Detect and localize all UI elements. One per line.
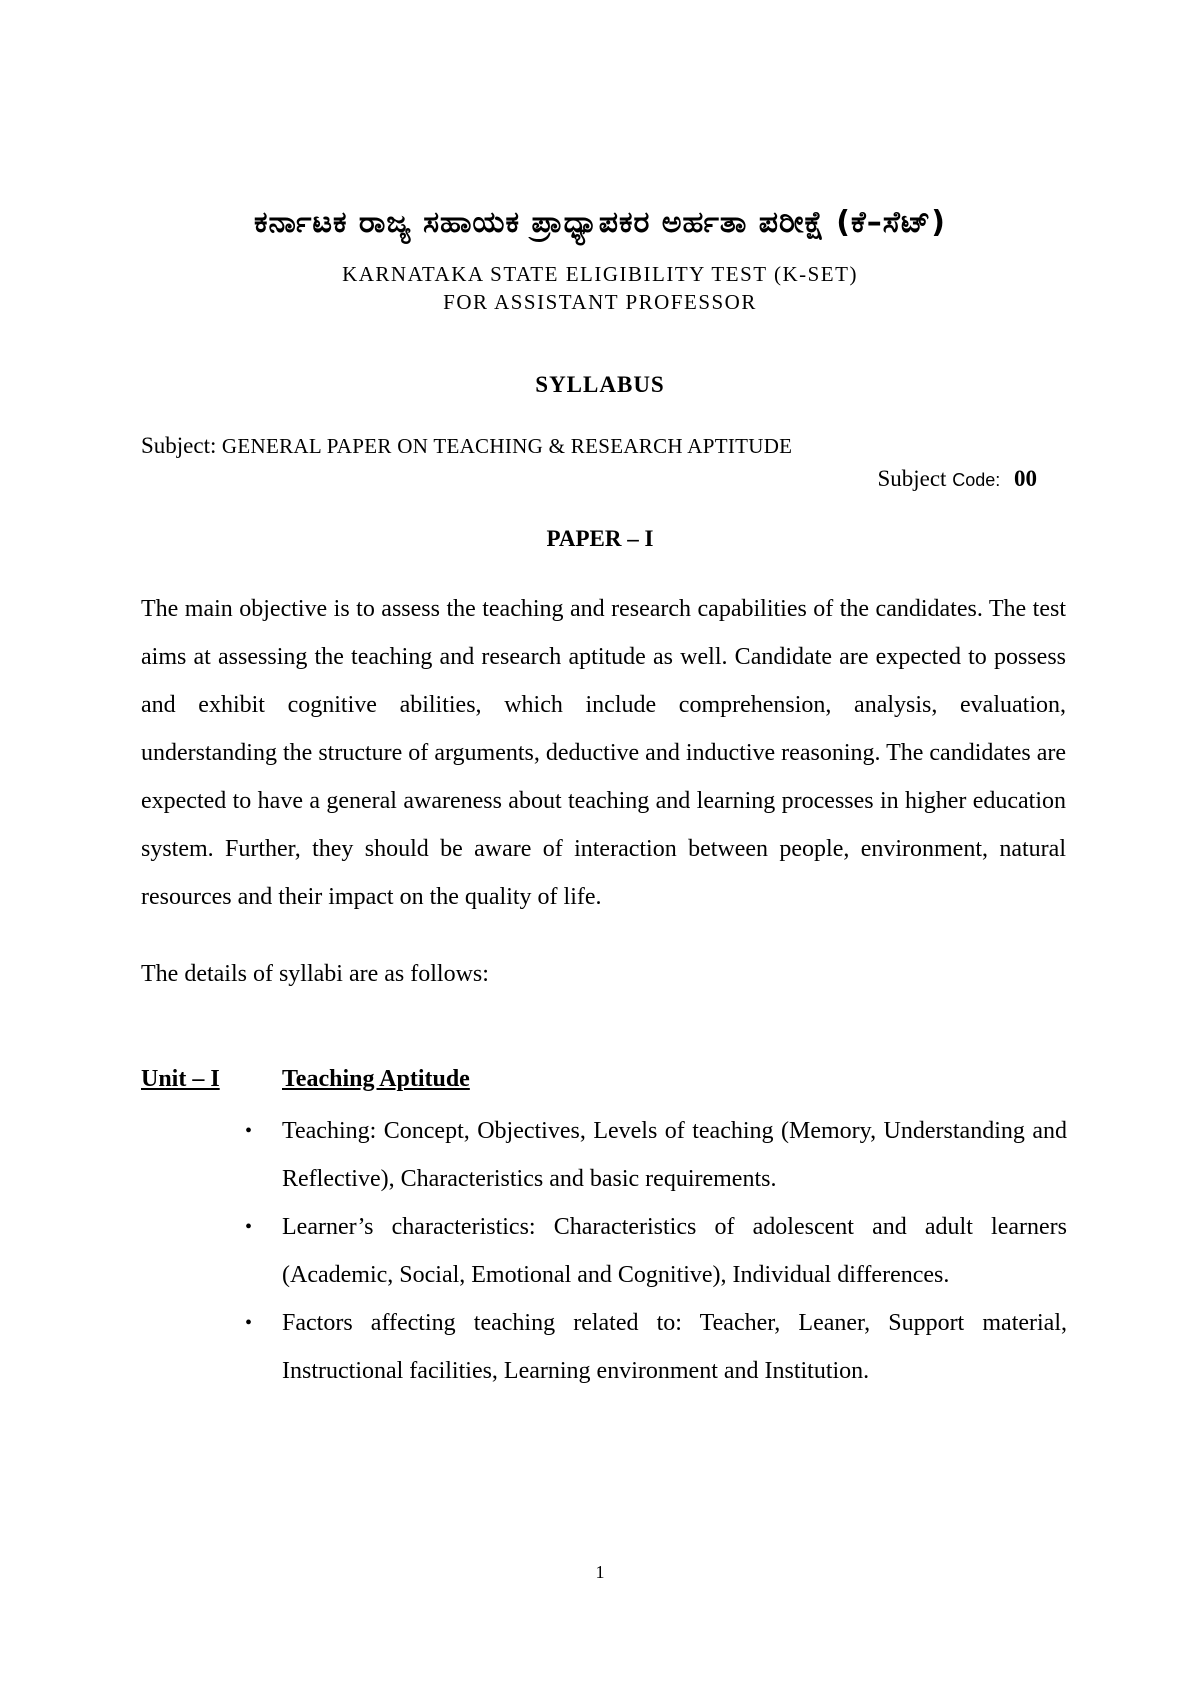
kannada-title: ಕರ್ನಾಟಕ ರಾಜ್ಯ ಸಹಾಯಕ ಪ್ರಾಧ್ಯಾಪಕರ ಅರ್ಹತಾ ಪರೀಕ್ಷೆ (ಕೆ–ಸೆಟ್) xyxy=(254,205,946,240)
subject-label: Subject: xyxy=(141,433,217,458)
list-item xyxy=(245,1107,1067,1203)
unit-title: Teaching Aptitude xyxy=(282,1066,470,1092)
english-title-line-1: KARNATAKA STATE ELIGIBILITY TEST (K-SET) xyxy=(342,262,858,286)
subject-code-value: 00 xyxy=(1014,466,1037,491)
details-line: The details of syllabi are as follows: xyxy=(141,961,489,987)
list-item-text: Learner’s characteristics: Characteristics of adolescent and adult learners (Academic, Social, Emotional and Cognitive), Individual differences. xyxy=(282,1214,1067,1288)
list-item-text: Teaching: Concept, Objectives, Levels of teaching (Memory, Understanding and Reflective), Characteristics and basic requirements. xyxy=(282,1118,1067,1192)
bullet-icon: • xyxy=(245,1120,253,1142)
page-number: 1 xyxy=(595,1562,605,1582)
paper-heading: PAPER – I xyxy=(546,526,654,551)
list-item xyxy=(245,1299,1067,1395)
subject-code-line xyxy=(877,466,1037,492)
subject-line xyxy=(141,433,792,459)
bullet-icon: • xyxy=(245,1312,253,1334)
subject-code-label-2: Code: xyxy=(952,470,1001,490)
english-title-line-2: FOR ASSISTANT PROFESSOR xyxy=(443,290,757,314)
list-item xyxy=(245,1203,1067,1299)
intro-paragraph: The main objective is to assess the teaching and research capabilities of the candidates. The test aims at assessing the teaching and research aptitude as well. Candidate are expected to possess and exhibit cognitive abilities, which include comprehension, analysis, evaluation, understanding the structure of arguments, deductive and inductive reasoning. The candidates are expected to have a general awareness about teaching and learning processes in higher education system. Further, they should be aware of interaction between people, environment, natural resources and their impact on the quality of life. xyxy=(141,596,1066,910)
unit-number: Unit – I xyxy=(141,1066,220,1092)
subject-value: GENERAL PAPER ON TEACHING & RESEARCH APTITUDE xyxy=(221,434,793,458)
subject-code-label-1: Subject xyxy=(877,466,947,491)
bullet-icon: • xyxy=(245,1216,253,1238)
unit-bullet-list xyxy=(245,1107,1067,1395)
syllabus-heading: SYLLABUS xyxy=(535,372,665,397)
list-item-text: Factors affecting teaching related to: Teacher, Leaner, Support material, Instructional facilities, Learning environment and Institution. xyxy=(282,1310,1067,1384)
